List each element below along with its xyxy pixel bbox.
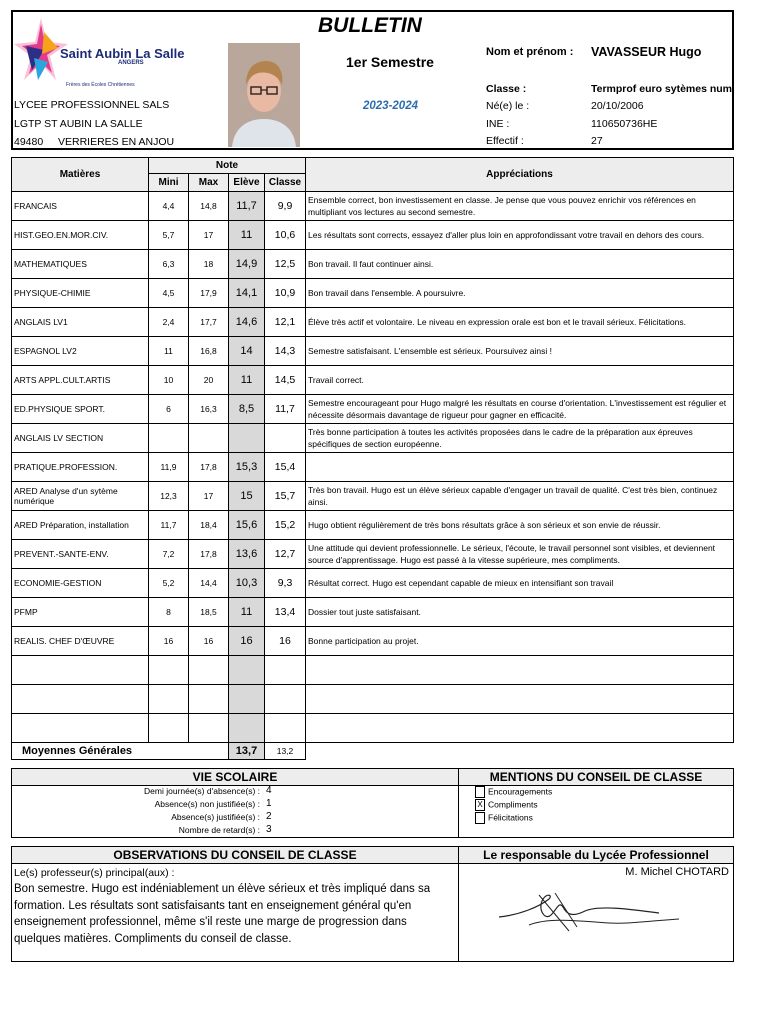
grade-max: 14,8 (189, 192, 229, 221)
grade-mini: 4,4 (149, 192, 189, 221)
school-logo-name: Saint Aubin La Salle (60, 46, 185, 61)
grade-max (189, 424, 229, 453)
student-portrait-icon (228, 43, 300, 147)
school-line-1: LYCEE PROFESSIONNEL SALS (14, 99, 170, 111)
header-max: Max (189, 174, 229, 192)
grade-classe: 10,6 (265, 221, 306, 250)
school-logo-city: ANGERS (118, 60, 144, 66)
grade-classe: 12,7 (265, 540, 306, 569)
grade-row (12, 453, 734, 482)
grade-mini: 4,5 (149, 279, 189, 308)
grade-classe: 12,5 (265, 250, 306, 279)
averages-eleve: 13,7 (229, 743, 265, 760)
grade-classe: 15,4 (265, 453, 306, 482)
grade-row (12, 627, 734, 656)
grade-classe (265, 685, 306, 714)
vie-scolaire-value: 2 (266, 811, 272, 822)
responsable-title: Le responsable du Lycée Professionnel (459, 847, 733, 864)
mentions-title: MENTIONS DU CONSEIL DE CLASSE (459, 769, 733, 786)
grade-classe: 15,2 (265, 511, 306, 540)
grade-eleve: 11,7 (229, 192, 265, 221)
grade-subject (12, 714, 149, 743)
grade-max: 16 (189, 627, 229, 656)
grade-mini (149, 656, 189, 685)
grade-subject (12, 685, 149, 714)
grade-subject: PREVENT.-SANTE-ENV. (12, 540, 149, 569)
averages-label: Moyennes Générales (12, 743, 229, 760)
grade-row (12, 337, 734, 366)
field-label-effectif: Effectif : (486, 135, 524, 147)
grade-mini: 12,3 (149, 482, 189, 511)
grade-mini: 5,7 (149, 221, 189, 250)
grade-eleve: 14,6 (229, 308, 265, 337)
field-value-classe: Termprof euro sytèmes num (591, 83, 733, 95)
grade-eleve: 13,6 (229, 540, 265, 569)
grade-mini: 6 (149, 395, 189, 424)
grade-appreciation: Une attitude qui devient professionnelle. Le sérieux, l'écoute, le travail personnel sont visibles, et deviennent source d'apprentissage. Hugo est passé à la vitesse supérieure, mes compliments. (306, 540, 734, 569)
signature-icon (489, 887, 689, 937)
grade-subject: PHYSIQUE-CHIMIE (12, 279, 149, 308)
observations-text: Bon semestre. Hugo est indéniablement un élève sérieux et très impliqué dans sa formation. Les résultats sont satisfaisants tant en enseignement général qu'en enseignement professionnel, même s'il reste une marge de progression dans quelques matières. Compliments du conseil de classe. (14, 883, 431, 945)
grade-classe: 11,7 (265, 395, 306, 424)
grade-subject: ANGLAIS LV1 (12, 308, 149, 337)
field-value-ine: 110650736HE (591, 118, 658, 130)
grade-max: 18,4 (189, 511, 229, 540)
grade-mini (149, 685, 189, 714)
grade-mini: 5,2 (149, 569, 189, 598)
vie-scolaire-value: 4 (266, 785, 272, 796)
grade-row (12, 366, 734, 395)
grade-eleve: 14,1 (229, 279, 265, 308)
grade-max: 17,8 (189, 540, 229, 569)
grade-mini: 11,9 (149, 453, 189, 482)
grade-eleve: 15 (229, 482, 265, 511)
mention-label: Compliments (488, 799, 538, 810)
grade-eleve (229, 714, 265, 743)
grade-appreciation (306, 656, 734, 685)
grade-appreciation: Résultat correct. Hugo est cependant capable de mieux en intensifiant son travail (306, 569, 734, 598)
school-postcode: 49480 (14, 136, 44, 148)
header-eleve: Elève (229, 174, 265, 192)
grade-appreciation: Semestre satisfaisant. L'ensemble est sérieux. Poursuivez ainsi ! (306, 337, 734, 366)
grade-appreciation: Très bonne participation à toutes les activités proposées dans le cadre de la préparation aux épreuves spécifiques de section européenne. (306, 424, 734, 453)
grade-appreciation: Dossier tout juste satisfaisant. (306, 598, 734, 627)
vie-scolaire-label: Nombre de retard(s) : (178, 825, 260, 835)
grade-eleve: 11 (229, 366, 265, 395)
bulletin-title: BULLETIN (318, 14, 422, 37)
grade-max: 16,3 (189, 395, 229, 424)
grade-row (12, 482, 734, 511)
grade-max: 18 (189, 250, 229, 279)
grade-mini: 8 (149, 598, 189, 627)
grade-max: 14,4 (189, 569, 229, 598)
observations-prof-label: Le(s) professeur(s) principal(aux) : (14, 867, 175, 879)
field-label-birth: Né(e) le : (486, 100, 530, 112)
school-line-2: LGTP ST AUBIN LA SALLE (14, 118, 143, 130)
grade-row (12, 569, 734, 598)
grade-max: 17 (189, 482, 229, 511)
grade-row (12, 395, 734, 424)
grade-mini: 7,2 (149, 540, 189, 569)
vie-scolaire-title: VIE SCOLAIRE (12, 769, 458, 786)
grade-appreciation: Ensemble correct, bon investissement en classe. Je pense que vous pouvez enrichir vos références en multipliant vos lectures au second semestre. (306, 192, 734, 221)
grade-subject (12, 656, 149, 685)
field-value-name: VAVASSEUR Hugo (591, 45, 702, 59)
grade-row (12, 685, 734, 714)
vie-scolaire-label: Absence(s) non justifiée(s) : (154, 799, 260, 809)
grade-max: 16,8 (189, 337, 229, 366)
header-note: Note (149, 158, 306, 174)
averages-classe: 13,2 (265, 743, 306, 760)
vie-scolaire-label: Absence(s) justifiée(s) : (171, 812, 260, 822)
field-value-effectif: 27 (591, 135, 603, 147)
observations-box (11, 846, 459, 962)
grade-appreciation: Travail correct. (306, 366, 734, 395)
grade-appreciation: Très bon travail. Hugo est un élève sérieux capable d'engager un travail de qualité. C'est très bien, continuez ainsi. (306, 482, 734, 511)
grade-max: 20 (189, 366, 229, 395)
grade-max: 17,9 (189, 279, 229, 308)
grade-subject: ARED Préparation, installation (12, 511, 149, 540)
grade-eleve: 15,3 (229, 453, 265, 482)
grade-appreciation: Bonne participation au projet. (306, 627, 734, 656)
grade-max (189, 714, 229, 743)
grade-mini (149, 424, 189, 453)
grade-subject: REALIS. CHEF D'ŒUVRE (12, 627, 149, 656)
grade-mini: 6,3 (149, 250, 189, 279)
student-photo (228, 43, 300, 147)
responsable-name: M. Michel CHOTARD (625, 866, 729, 878)
grade-mini: 10 (149, 366, 189, 395)
grade-classe: 16 (265, 627, 306, 656)
grade-classe: 9,3 (265, 569, 306, 598)
header-mini: Mini (149, 174, 189, 192)
grade-appreciation: Les résultats sont corrects, essayez d'aller plus loin en approfondissant votre travail en dehors des cours. (306, 221, 734, 250)
mention-item (475, 799, 538, 811)
averages-empty (306, 743, 734, 760)
grade-eleve (229, 685, 265, 714)
grade-subject: PFMP (12, 598, 149, 627)
school-year: 2023-2024 (363, 100, 418, 112)
grade-classe: 14,3 (265, 337, 306, 366)
grade-mini: 11 (149, 337, 189, 366)
grade-eleve (229, 656, 265, 685)
responsable-box (458, 846, 734, 962)
grade-appreciation (306, 685, 734, 714)
grade-appreciation: Semestre encourageant pour Hugo malgré les résultats en course d'orientation. L'investissement est régulier et nécessite désormais davantage de rigueur pour gagner en efficacité. (306, 395, 734, 424)
grade-row (12, 598, 734, 627)
field-value-birth: 20/10/2006 (591, 100, 644, 112)
grade-eleve: 16 (229, 627, 265, 656)
field-label-classe: Classe : (486, 83, 527, 95)
grade-classe: 14,5 (265, 366, 306, 395)
school-town: VERRIERES EN ANJOU (58, 136, 175, 148)
grade-mini (149, 714, 189, 743)
grade-eleve: 15,6 (229, 511, 265, 540)
grade-subject: ARTS APPL.CULT.ARTIS (12, 366, 149, 395)
grade-max (189, 685, 229, 714)
mention-checkbox[interactable] (475, 812, 485, 824)
grade-mini: 2,4 (149, 308, 189, 337)
field-label-ine: INE : (486, 118, 510, 130)
grade-classe: 15,7 (265, 482, 306, 511)
grade-eleve: 8,5 (229, 395, 265, 424)
grade-row (12, 714, 734, 743)
grade-mini: 16 (149, 627, 189, 656)
grade-eleve (229, 424, 265, 453)
grades-table (11, 157, 734, 760)
grade-row (12, 221, 734, 250)
grade-eleve: 10,3 (229, 569, 265, 598)
grade-classe (265, 424, 306, 453)
grade-rows (12, 192, 734, 743)
mention-item (475, 812, 533, 824)
mention-checkbox[interactable] (475, 786, 485, 798)
grade-classe: 10,9 (265, 279, 306, 308)
grade-max (189, 656, 229, 685)
grade-subject: ARED Analyse d'un sytème numérique (12, 482, 149, 511)
grade-appreciation: Bon travail. Il faut continuer ainsi. (306, 250, 734, 279)
grade-row (12, 250, 734, 279)
header-subject: Matières (12, 158, 149, 192)
grade-appreciation: Bon travail dans l'ensemble. A poursuivre. (306, 279, 734, 308)
grade-subject: FRANCAIS (12, 192, 149, 221)
field-label-name: Nom et prénom : (486, 46, 574, 58)
vie-scolaire-label: Demi journée(s) d'absence(s) : (144, 786, 260, 796)
mention-checkbox[interactable]: X (475, 799, 485, 811)
grade-classe (265, 714, 306, 743)
vie-scolaire-value: 1 (266, 798, 272, 809)
grade-row (12, 511, 734, 540)
observations-title: OBSERVATIONS DU CONSEIL DE CLASSE (12, 847, 458, 864)
grade-max: 17 (189, 221, 229, 250)
grade-appreciation (306, 453, 734, 482)
mention-item (475, 786, 552, 798)
header-classe: Classe (265, 174, 306, 192)
grade-subject: MATHEMATIQUES (12, 250, 149, 279)
grade-mini: 11,7 (149, 511, 189, 540)
grade-row (12, 279, 734, 308)
grade-row (12, 308, 734, 337)
grade-row (12, 540, 734, 569)
grade-eleve: 11 (229, 221, 265, 250)
header-appreciations: Appréciations (306, 158, 734, 192)
grade-row (12, 424, 734, 453)
mention-label: Félicitations (488, 812, 533, 823)
grade-max: 18,5 (189, 598, 229, 627)
grade-subject: ECONOMIE-GESTION (12, 569, 149, 598)
semester-label: 1er Semestre (346, 54, 434, 70)
grade-max: 17,8 (189, 453, 229, 482)
vie-scolaire-value: 3 (266, 824, 272, 835)
mention-label: Encouragements (488, 786, 553, 797)
grade-classe (265, 656, 306, 685)
grade-subject: ESPAGNOL LV2 (12, 337, 149, 366)
grade-row (12, 192, 734, 221)
grade-appreciation: Hugo obtient régulièrement de très bons résultats grâce à son sérieux et son envie de réussir. (306, 511, 734, 540)
grade-classe: 9,9 (265, 192, 306, 221)
grade-max: 17,7 (189, 308, 229, 337)
grade-subject: HIST.GEO.EN.MOR.CIV. (12, 221, 149, 250)
grade-appreciation: Élève très actif et volontaire. Le niveau en expression orale est bon et le travail sérieux. Félicitations. (306, 308, 734, 337)
grade-eleve: 11 (229, 598, 265, 627)
grade-appreciation (306, 714, 734, 743)
grade-classe: 12,1 (265, 308, 306, 337)
school-logo-tagline: Frères des Écoles Chrétiennes (66, 82, 135, 88)
grade-row (12, 656, 734, 685)
grade-eleve: 14 (229, 337, 265, 366)
grade-subject: ED.PHYSIQUE SPORT. (12, 395, 149, 424)
grade-classe: 13,4 (265, 598, 306, 627)
grade-eleve: 14,9 (229, 250, 265, 279)
grade-subject: ANGLAIS LV SECTION (12, 424, 149, 453)
grade-subject: PRATIQUE.PROFESSION. (12, 453, 149, 482)
